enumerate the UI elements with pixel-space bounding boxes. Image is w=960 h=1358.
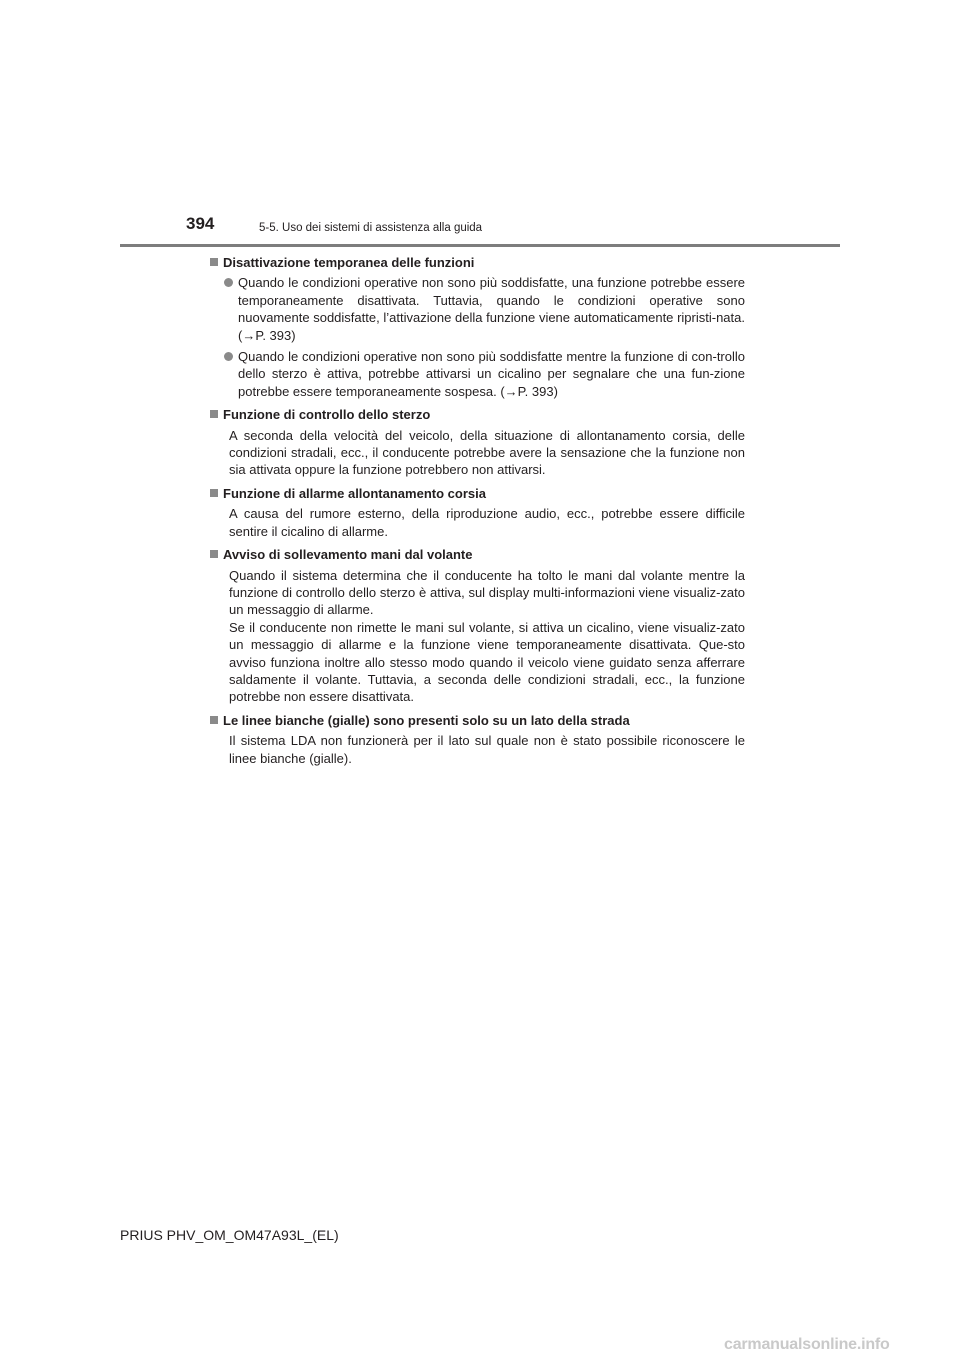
section-hands-off-warning <box>209 546 745 706</box>
document-code: PRIUS PHV_OM_OM47A93L_(EL) <box>120 1227 339 1243</box>
body-paragraph: A seconda della velocità del veicolo, della situazione di allontanamento corsia, delle condizioni stradali, ecc., il conducente potrebbe avere la sensazione che la funzione non sia attivata oppure la funzione potrebbero non attivarsi. <box>229 427 745 478</box>
body-paragraph: A causa del rumore esterno, della riproduzione audio, ecc., potrebbe essere difficile sentire il cicalino di allarme. <box>229 506 745 539</box>
main-content <box>209 254 745 773</box>
section-steering-control <box>209 406 745 479</box>
section-heading: Funzione di allarme allontanamento corsia <box>209 485 745 502</box>
section-heading: Avviso di sollevamento mani dal volante <box>209 546 745 563</box>
section-heading: Disattivazione temporanea delle funzioni <box>209 254 745 271</box>
body-paragraph: Il sistema LDA non funzionerà per il lato sul quale non è stato possibile riconoscere le linee bianche (gialle). <box>229 733 745 766</box>
body-paragraph: Se il conducente non rimette le mani sul volante, si attiva un cicalino, viene visualiz-zato un messaggio di allarme e la funzione viene temporaneamente disattivata. Que-sto avviso funziona inoltre allo stesso modo quando il veicolo viene guidato senza afferrare saldamente il volante. Tuttavia, a seconda delle condizioni stradali, ecc., la funzione potrebbe non essere disattivata. <box>229 619 745 705</box>
bullet-item: Quando le condizioni operative non sono più soddisfatte, una funzione potrebbe essere temporaneamente disattivata. Tuttavia, quando le condizioni operative sono nuovamente soddisfatte, l’attivazione della funzione viene automaticamente ripristi-nata. (→P. 393) <box>209 274 745 344</box>
header-divider <box>120 244 840 247</box>
page-number: 394 <box>186 214 215 233</box>
section-heading: Le linee bianche (gialle) sono presenti solo su un lato della strada <box>209 712 745 729</box>
section-title: 5-5. Uso dei sistemi di assistenza alla guida <box>259 222 483 234</box>
section-one-side-lines <box>209 712 745 767</box>
section-lane-departure-alert <box>209 485 745 540</box>
bullet-item: Quando le condizioni operative non sono più soddisfatte mentre la funzione di con-trollo dello sterzo è attiva, potrebbe attivarsi un cicalino per segnalare che una fun-zione potrebbe essere temporaneamente sospesa. (→P. 393) <box>209 348 745 400</box>
section-heading: Funzione di controllo dello sterzo <box>209 406 745 423</box>
body-paragraph: Quando il sistema determina che il conducente ha tolto le mani dal volante mentre la funzione di controllo dello sterzo è attiva, sul display multi-informazioni viene visualiz-zato un messaggio di allarme. <box>229 567 745 618</box>
watermark: carmanualsonline.info <box>724 1336 890 1353</box>
section-temporary-deactivation <box>209 254 745 400</box>
